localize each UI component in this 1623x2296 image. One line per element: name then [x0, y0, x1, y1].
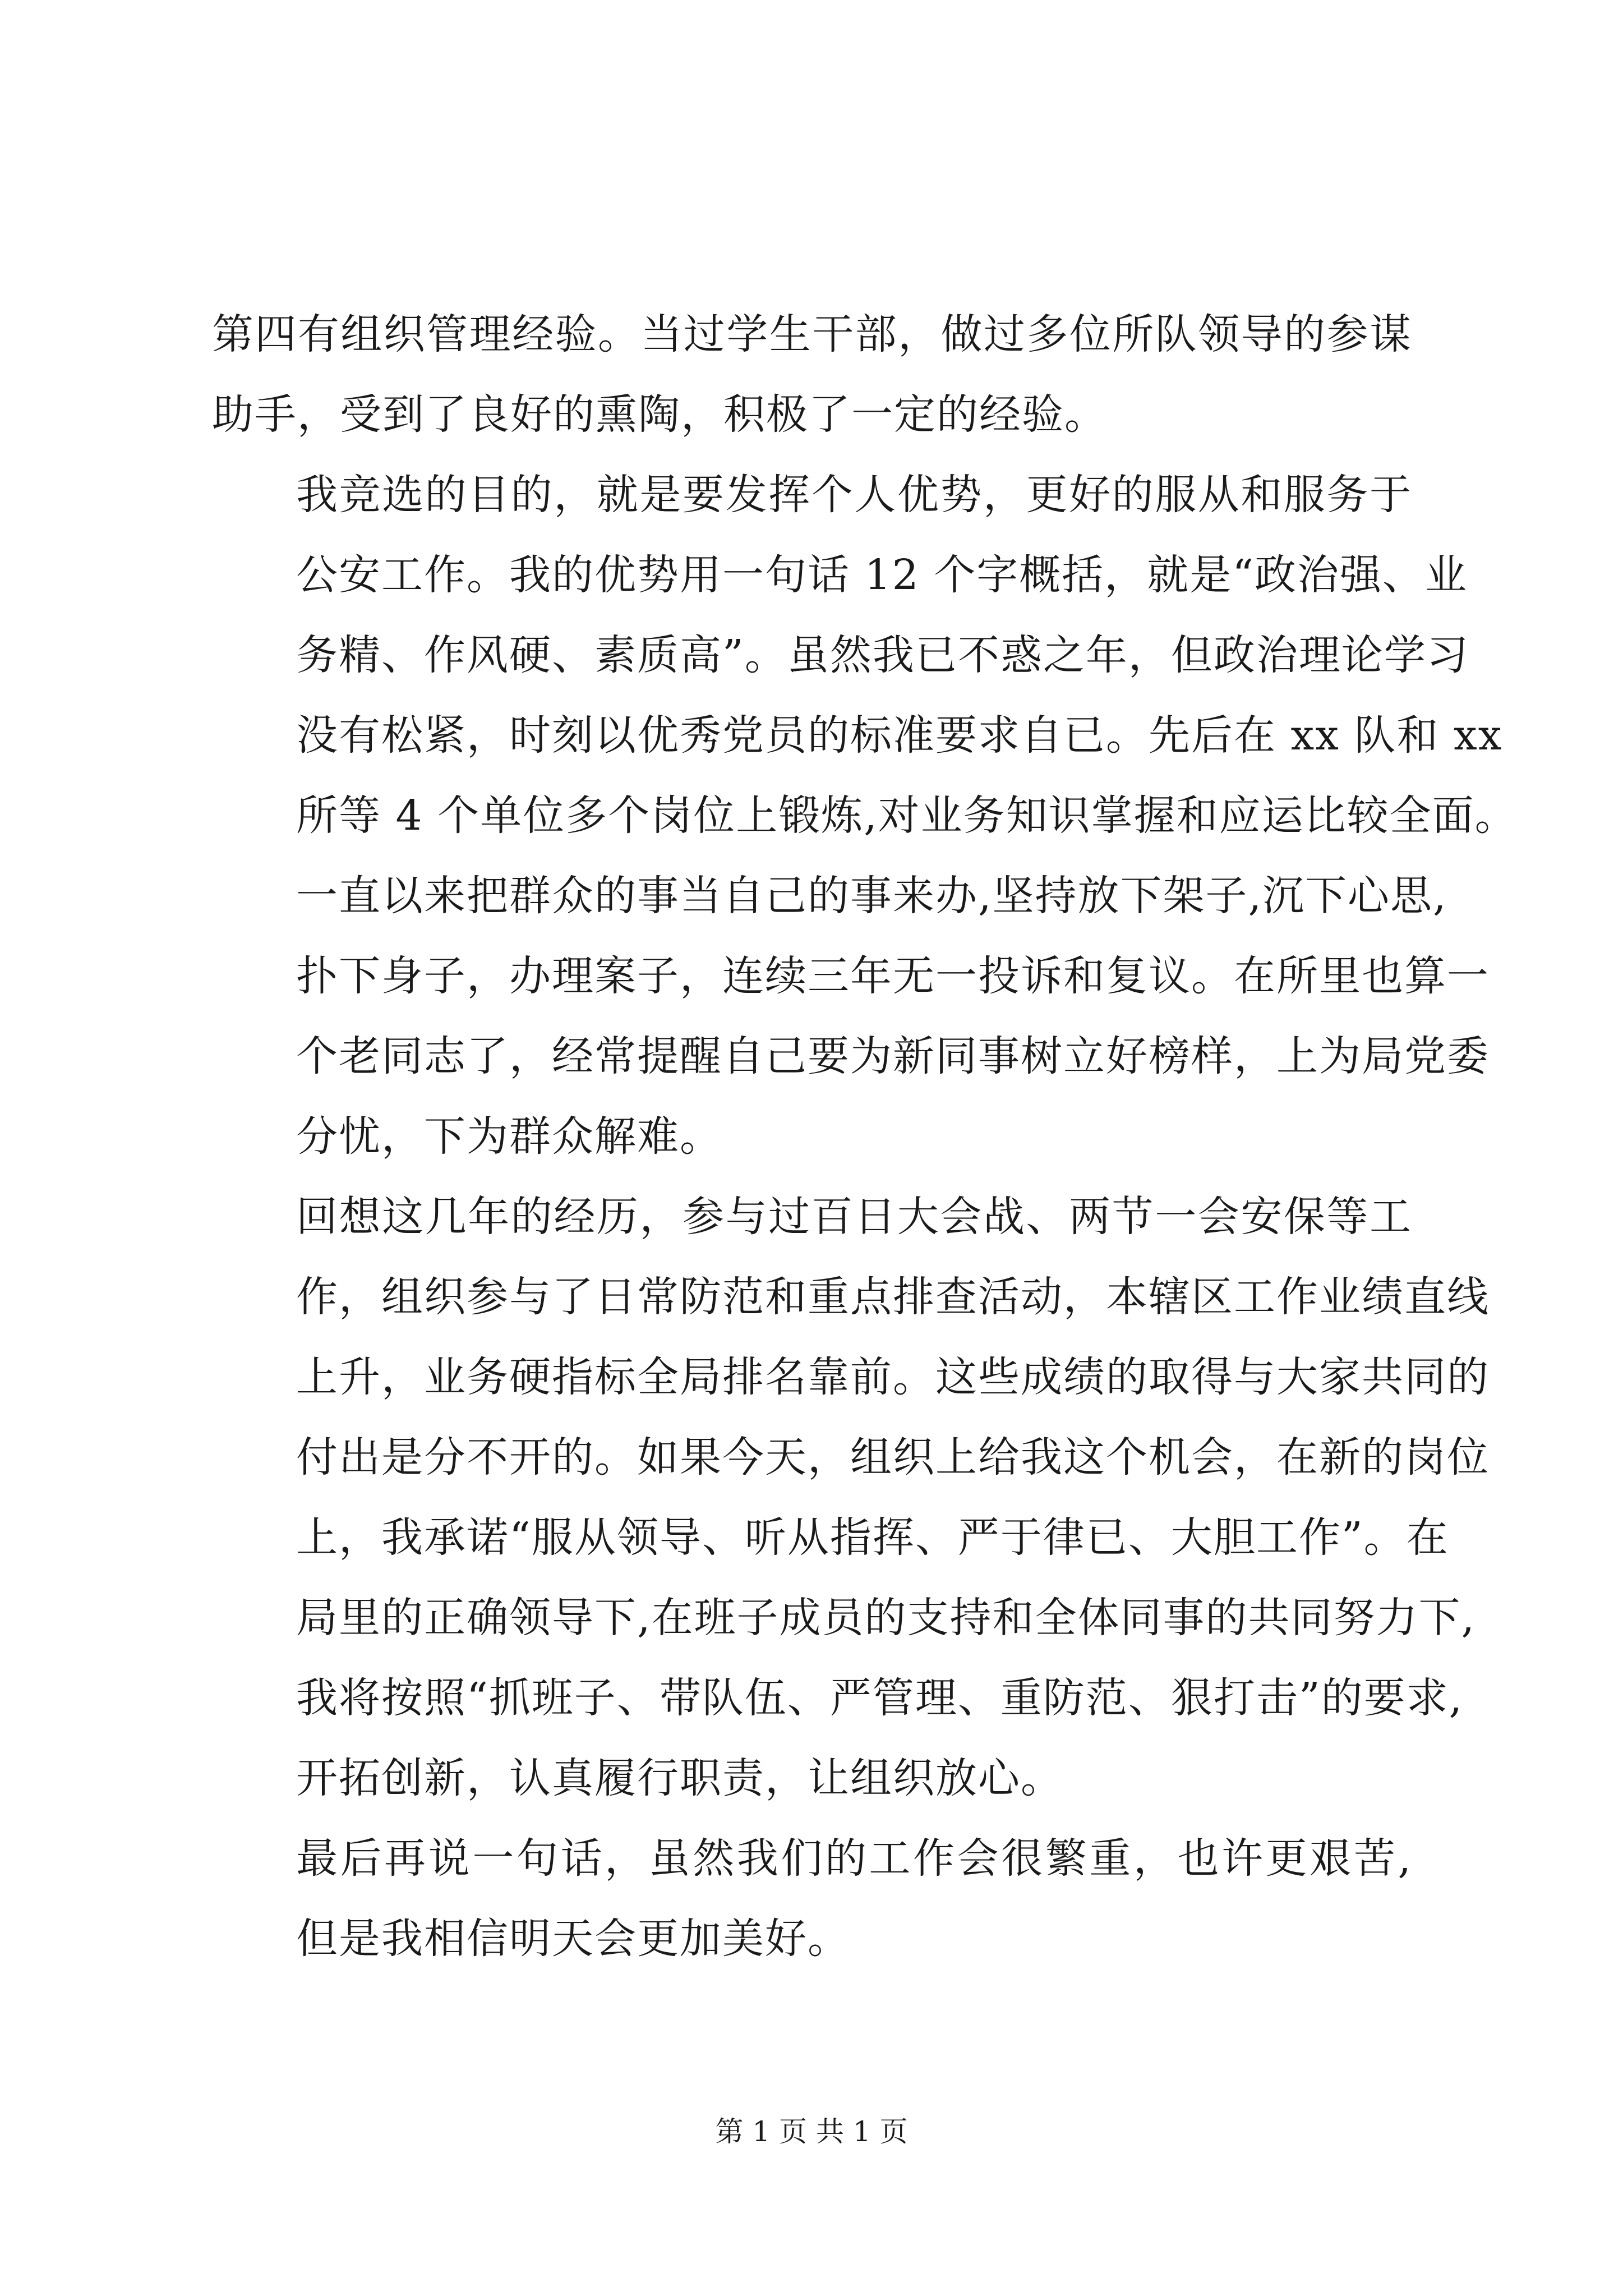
text-line: 第四有组织管理经验。当过学生干部，做过多位所队领导的参谋	[212, 310, 1412, 358]
text-line: 作，组织参与了日常防范和重点排查活动，本辖区工作业绩直线	[296, 1273, 1490, 1321]
page-footer: 第 1 页 共 1 页	[715, 2115, 908, 2148]
text-line: 付出是分不开的。如果今天，组织上给我这个机会，在新的岗位	[296, 1433, 1490, 1481]
text-line: 分忧，下为群众解难。	[296, 1112, 722, 1161]
text-line: 上升，业务硬指标全局排名靠前。这些成绩的取得与大家共同的	[296, 1353, 1490, 1401]
text-line: 扑下身子，办理案子，连续三年无一投诉和复议。在所里也算一	[296, 952, 1490, 1000]
text-line: 开拓创新，认真履行职责，让组织放心。	[296, 1754, 1063, 1802]
text-line: 所等 4 个单位多个岗位上锻炼,对业务知识掌握和应运比较全面。	[296, 792, 1518, 840]
text-line: 我将按照“抓班子、带队伍、严管理、重防范、狠打击”的要求,	[296, 1674, 1464, 1722]
text-line: 局里的正确领导下,在班子成员的支持和全体同事的共同努力下,	[296, 1594, 1476, 1642]
paragraph	[212, 1819, 1412, 1979]
text-line: 个老同志了，经常提醒自己要为新同事树立好榜样，上为局党委	[296, 1032, 1490, 1080]
text-line: 我竞选的目的，就是要发挥个人优势，更好的服从和服务于	[296, 471, 1412, 519]
text-line: 务精、作风硬、素质高”。虽然我已不惑之年，但政治理论学习	[296, 631, 1469, 679]
text-line: 一直以来把群众的事当自己的事来办,坚持放下架子,沉下心思,	[296, 872, 1447, 920]
document-body	[212, 295, 1518, 1979]
text-line: 但是我相信明天会更加美好。	[296, 1915, 850, 1963]
text-line: 助手，受到了良好的熏陶，积极了一定的经验。	[212, 390, 1107, 439]
paragraph	[212, 295, 1412, 455]
text-line: 最后再说一句话，虽然我们的工作会很繁重，也许更艰苦,	[296, 1834, 1412, 1883]
paragraph	[212, 1177, 1490, 1819]
text-line: 没有松紧，时刻以优秀党员的标准要求自已。先后在 xx 队和 xx	[296, 711, 1503, 760]
text-line: 公安工作。我的优势用一句话 12 个字概括，就是“政治强、业	[296, 551, 1468, 599]
text-line: 上，我承诺“服从领导、听从指挥、严于律已、大胆工作”。在	[296, 1513, 1449, 1562]
text-line: 回想这几年的经历，参与过百日大会战、两节一会安保等工	[296, 1193, 1412, 1241]
paragraph	[212, 455, 1518, 1177]
